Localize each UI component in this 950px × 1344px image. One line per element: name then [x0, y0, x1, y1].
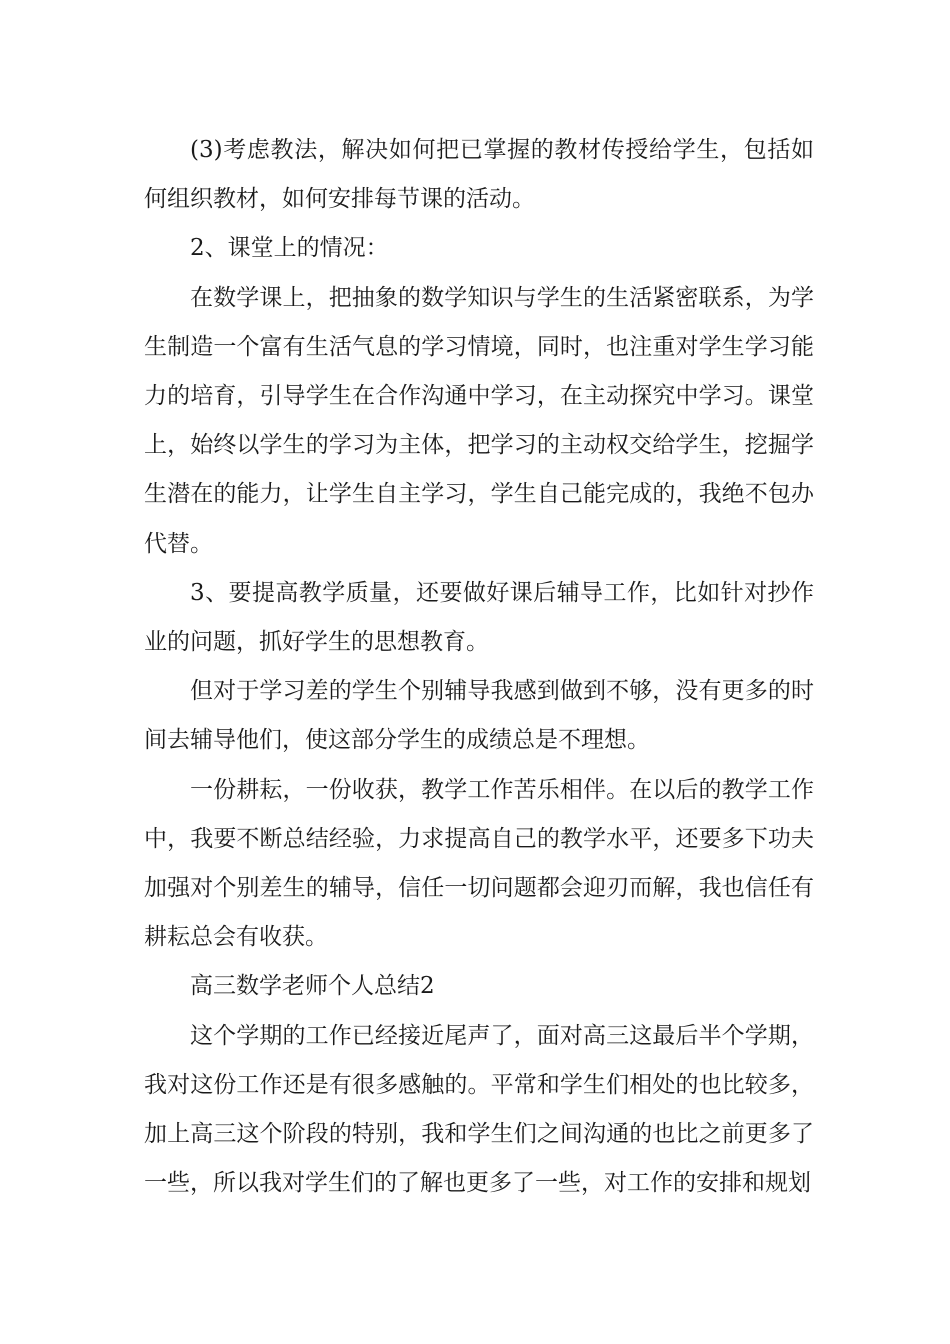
section-title-summary-2: 高三数学老师个人总结2 — [190, 973, 435, 1000]
paragraph-after-class-tutoring: 3、要提高教学质量，还要做好课后辅导工作，比如针对抄作业的问题，抓好学生的思想教育。 — [144, 579, 814, 656]
paragraph-classroom-heading: 2、课堂上的情况： — [190, 235, 389, 262]
document-body — [144, 126, 814, 1208]
paragraph-teaching-method: (3)考虑教法，解决如何把已掌握的教材传授给学生，包括如何组织教材，如何安排每节课的活动。 — [144, 137, 814, 213]
paragraph-conclusion: 一份耕耘，一份收获，教学工作苦乐相伴。在以后的教学工作中，我要不断总结经验，力求提高自己的教学水平，还要多下功夫加强对个别差生的辅导，信任一切问题都会迎刃而解，我也信任有耕耘总会有收获。 — [144, 776, 814, 951]
paragraph-classroom-situation: 在数学课上，把抽象的数学知识与学生的生活紧密联系，为学生制造一个富有生活气息的学习情境，同时，也注重对学生学习能力的培育，引导学生在合作沟通中学习，在主动探究中学习。课堂上，始终以学生的学习为主体，把学习的主动权交给学生，挖掘学生潜在的能力，让学生自主学习，学生自己能完成的，我绝不包办代替。 — [144, 284, 814, 557]
paragraph-weak-students: 但对于学习差的学生个别辅导我感到做到不够，没有更多的时间去辅导他们，使这部分学生的成绩总是不理想。 — [144, 678, 814, 754]
paragraph-semester-reflection: 这个学期的工作已经接近尾声了，面对高三这最后半个学期，我对这份工作还是有很多感触的。平常和学生们相处的也比较多，加上高三这个阶段的特别，我和学生们之间沟通的也比之前更多了一些，所以我对学生们的了解也更多了一些，对工作的安排和规划 — [144, 1022, 814, 1197]
